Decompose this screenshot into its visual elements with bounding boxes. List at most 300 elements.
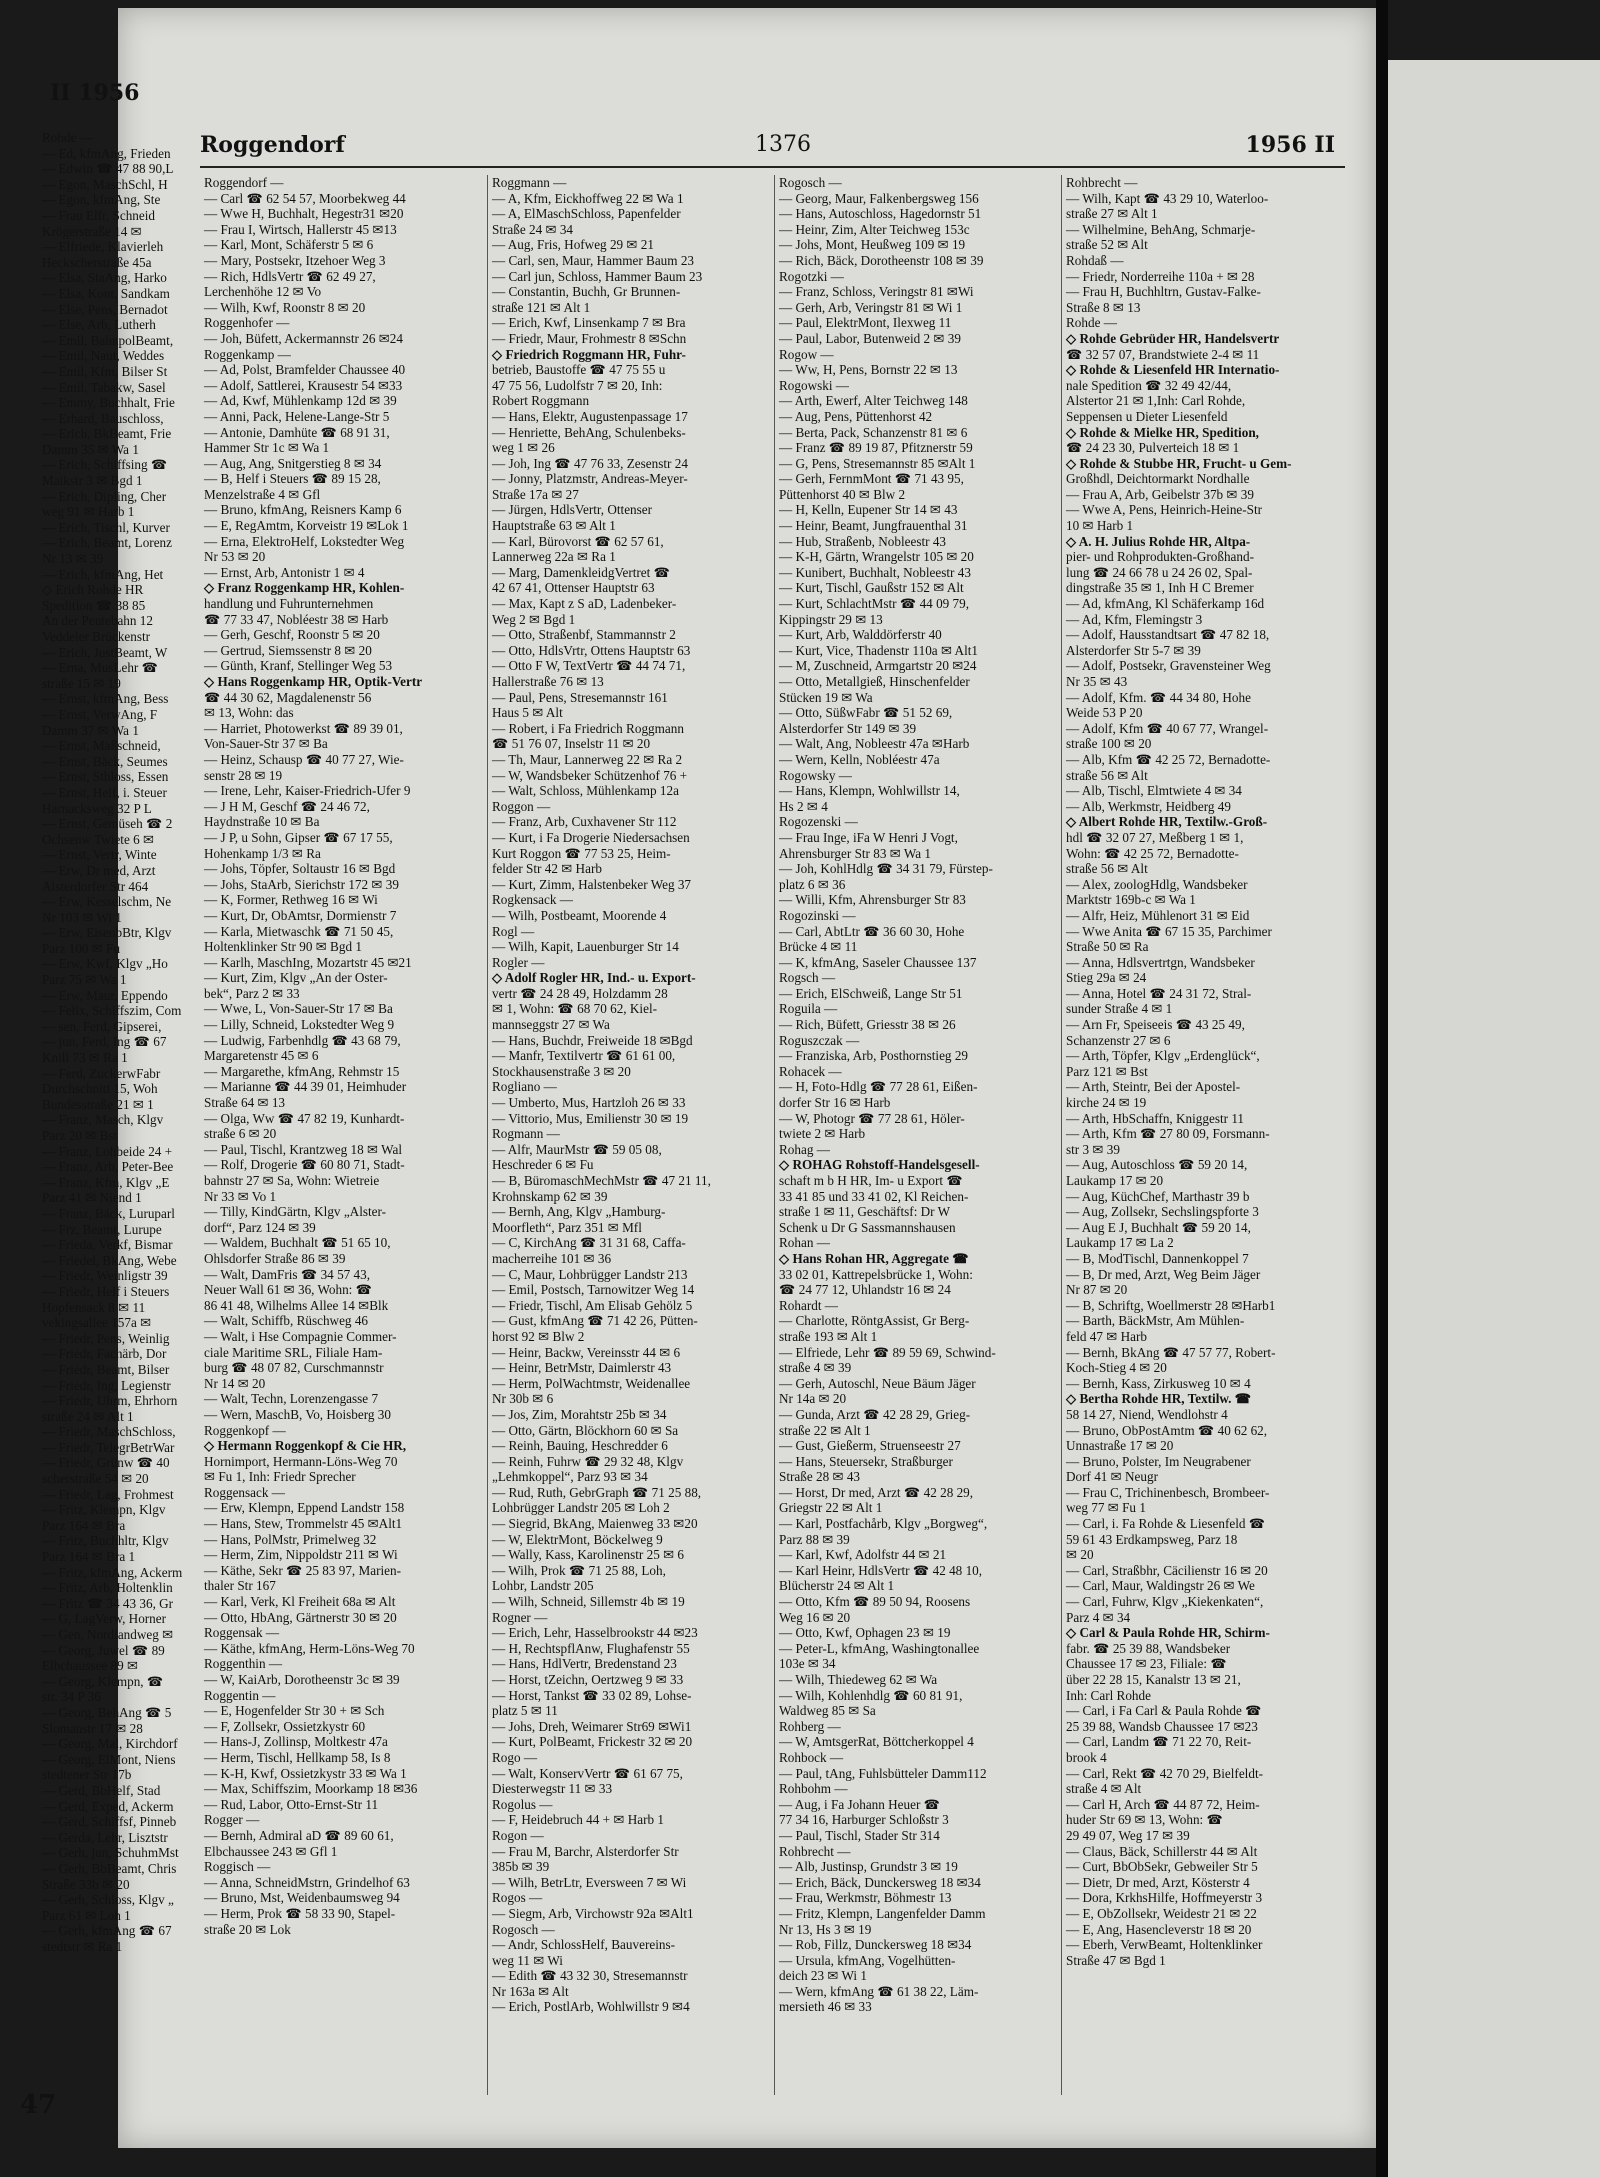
directory-entry: ◇ Adolf Rogler HR, Ind.- u. Export-: [492, 970, 696, 986]
surname-heading: Rogowski —: [779, 377, 849, 393]
directory-entry: — Antonie, Damhüte ☎ 68 91 31,: [204, 424, 390, 440]
surname-heading: Roggisch —: [204, 1859, 271, 1875]
directory-entry: ☎ 44 30 62, Magdalenenstr 56: [204, 689, 372, 705]
directory-entry: — Franz, Arb, Cuxhavener Str 112: [492, 814, 677, 830]
surname-heading: Rogl —: [492, 923, 535, 939]
directory-entry: — Constantin, Buchh, Gr Brunnen-: [492, 284, 681, 300]
directory-entry: weg 77 ✉ Fu 1: [1066, 1500, 1146, 1516]
directory-entry: — Erich, Dipling, Cher: [42, 488, 167, 504]
directory-entry: straße 193 ✉ Alt 1: [779, 1328, 878, 1344]
directory-entry: straße 4 ✉ 39: [779, 1360, 852, 1376]
directory-entry: — Franz, Bäck, Luruparl: [42, 1205, 175, 1221]
directory-entry: — Ad, Kfm, Flemingstr 3: [1066, 611, 1203, 627]
directory-entry: — Paul, ElektrMont, Ilexweg 11: [779, 315, 952, 331]
directory-entry: Margaretenstr 45 ✉ 6: [204, 1048, 319, 1064]
directory-entry: — C, KirchAng ☎ 31 31 68, Caffa-: [492, 1235, 686, 1251]
directory-entry: — K, Former, Rethweg 16 ✉ Wi: [204, 892, 378, 908]
directory-entry: — Adolf, Sattlerei, Krausestr 54 ✉33: [204, 377, 403, 393]
directory-entry: „Lehmkoppel“, Parz 93 ✉ 34: [492, 1469, 648, 1485]
directory-entry: — Georg, Maur, Falkenbergsweg 156: [779, 190, 979, 206]
directory-entry: Parz 75 ✉ Wa 1: [42, 972, 127, 988]
directory-entry: — Rolf, Drogerie ☎ 60 80 71, Stadt-: [204, 1157, 405, 1173]
directory-entry: — Erich, JustBeamt, W: [42, 644, 168, 660]
directory-entry: — G, Pens, Stresemannstr 85 ✉Alt 1: [779, 455, 976, 471]
directory-entry: — Berta, Pack, Schanzenstr 81 ✉ 6: [779, 424, 968, 440]
directory-entry: — Jos, Zim, Morahtstr 25b ✉ 34: [492, 1406, 667, 1422]
surname-heading: Rohacek —: [779, 1063, 842, 1079]
directory-entry: Krögerstraße 14 ✉: [42, 223, 142, 239]
directory-entry: Haus 5 ✉ Alt: [492, 705, 563, 721]
directory-entry: Weg 16 ✉ 20: [779, 1609, 851, 1625]
directory-entry: — E, RegAmtm, Korveistr 19 ✉Lok 1: [204, 518, 409, 534]
directory-entry: — Wilh, Prok ☎ 71 25 88, Loh,: [492, 1562, 666, 1578]
directory-entry: — Georg, Mal, Kirchdorf: [42, 1736, 178, 1752]
directory-entry: Straße 50 ✉ Ra: [1066, 939, 1149, 955]
directory-entry: Parz 88 ✉ 39: [779, 1531, 850, 1547]
directory-entry: Alstertor 21 ✉ 1,Inh: Carl Rohde,: [1066, 393, 1246, 409]
directory-entry: ◇ Hermann Roggenkopf & Cie HR,: [204, 1438, 407, 1454]
directory-entry: — Herm, Prok ☎ 58 33 90, Stapel-: [204, 1905, 396, 1921]
directory-entry: — C, Maur, Lohbrügger Landstr 213: [492, 1266, 688, 1282]
directory-entry: — Bernh, Ang, Klgv „Hamburg-: [492, 1204, 666, 1220]
directory-entry: Nr 33 ✉ Vo 1: [204, 1188, 277, 1204]
directory-entry: ✉ 1, Wohn: ☎ 68 70 62, Kiel-: [492, 1001, 657, 1017]
directory-entry: — Ernst, Gemüseh ☎ 2: [42, 816, 173, 832]
directory-entry: — Fritz, kfmAng, Ackerm: [42, 1564, 183, 1580]
directory-entry: — A, Kfm, Eickhoffweg 22 ✉ Wa 1: [492, 190, 684, 206]
directory-entry: — Heinr, Zim, Alter Teichweg 153c: [779, 221, 970, 237]
directory-entry: — Friedr, Uhrm, Ehrhorn: [42, 1393, 178, 1409]
directory-entry: — Franz, Masch, Klgv: [42, 1112, 164, 1128]
directory-entry: — Egon, kfmAng, Ste: [42, 192, 161, 208]
directory-entry: ✉ 20: [1066, 1547, 1094, 1563]
directory-entry: — Emil, Postsch, Tarnowitzer Weg 14: [492, 1282, 695, 1298]
directory-entry: — H, Foto-Hdlg ☎ 77 28 61, Eißen-: [779, 1079, 978, 1095]
directory-entry: — Franz, Kfm, Klgv „E: [42, 1174, 170, 1190]
directory-entry: — Fritz, Klempn, Klgv: [42, 1502, 166, 1518]
directory-entry: — E, Ang, Hasencleverstr 18 ✉ 20: [1066, 1921, 1252, 1937]
directory-column-1: [200, 175, 480, 2095]
directory-entry: — Joh, Büfett, Ackermannstr 26 ✉24: [204, 330, 403, 346]
directory-entry: — Alb, Justinsp, Grundstr 3 ✉ 19: [779, 1859, 958, 1875]
directory-entry: — Marg, DamenkleidgVertret ☎: [492, 564, 671, 580]
directory-entry: — Friedr, Grünw ☎ 40: [42, 1455, 170, 1471]
surname-heading: Rogkensack —: [492, 892, 573, 908]
directory-entry: — Bruno, Polster, Im Neugrabener: [1066, 1453, 1251, 1469]
directory-entry: mersieth 46 ✉ 33: [779, 1999, 872, 2015]
directory-entry: thaler Str 167: [204, 1578, 276, 1594]
directory-entry: — Rud, Labor, Otto-Ernst-Str 11: [204, 1796, 379, 1812]
directory-entry: weg 1 ✉ 26: [492, 440, 555, 456]
directory-entry: — Kurt, Zim, Klgv „An der Oster-: [204, 970, 388, 986]
directory-entry: straße 100 ✉ 20: [1066, 736, 1152, 752]
directory-entry: Hammer Str 1c ✉ Wa 1: [204, 440, 330, 456]
directory-entry: — Anni, Pack, Helene-Lange-Str 5: [204, 408, 390, 424]
directory-entry: senstr 28 ✉ 19: [204, 767, 283, 783]
directory-entry: — Erich, Lehr, Hasselbrookstr 44 ✉23: [492, 1625, 698, 1641]
directory-entry: straße 22 ✉ Alt 1: [779, 1422, 871, 1438]
directory-entry: — Gerd, Schiffsf, Pinneb: [42, 1814, 177, 1830]
directory-entry: — Wilh, Kohlenhdlg ☎ 60 81 91,: [779, 1687, 963, 1703]
directory-entry: Parz 41 ✉ Niend 1: [42, 1190, 142, 1206]
directory-entry: — Franziska, Arb, Posthornstieg 29: [779, 1048, 969, 1064]
surname-heading: Roggenkopf —: [204, 1422, 286, 1438]
directory-entry: — H, Kelln, Eupener Str 14 ✉ 43: [779, 502, 958, 518]
surname-heading: Rogon —: [492, 1827, 544, 1843]
directory-entry: — Mary, Postsekr, Itzehoer Weg 3: [204, 252, 386, 268]
directory-entry: — sen, Ferd, Gipserei,: [42, 1018, 162, 1034]
directory-entry: ◇ Hans Rohan HR, Aggregate ☎: [779, 1250, 969, 1266]
directory-entry: ✉ 13, Wohn: das: [204, 705, 294, 721]
directory-entry: Dorf 41 ✉ Neugr: [1066, 1469, 1158, 1485]
directory-entry: straße 56 ✉ Alt: [1066, 767, 1148, 783]
directory-entry: — Joh, KohlHdlg ☎ 34 31 79, Fürstep-: [779, 861, 993, 877]
directory-entry: — Arth, Steintr, Bei der Apostel-: [1066, 1079, 1241, 1095]
directory-entry: — K-H, Kwf, Ossietzkystr 33 ✉ Wa 1: [204, 1765, 407, 1781]
directory-entry: — Erw, Kesselschm, Ne: [42, 894, 172, 910]
directory-entry: Schanzenstr 27 ✉ 6: [1066, 1032, 1171, 1048]
directory-entry: — Herm, PolWachtmstr, Weidenallee: [492, 1375, 691, 1391]
directory-column-2: [487, 175, 768, 2095]
directory-entry: — Frau Inge, iFa W Henri J Vogt,: [779, 829, 958, 845]
directory-entry: — Umberto, Mus, Hartzloh 26 ✉ 33: [492, 1095, 686, 1111]
directory-entry: Hs 2 ✉ 4: [779, 798, 828, 814]
directory-entry: Stieg 29a ✉ 24: [1066, 970, 1147, 986]
directory-entry: lung ☎ 24 66 78 u 24 26 02, Spal-: [1066, 564, 1253, 580]
directory-entry: vekingsallee 157a ✉: [42, 1315, 152, 1331]
directory-entry: sunder Straße 4 ✉ 1: [1066, 1001, 1173, 1017]
directory-entry: — Elfriede, Klavierleh: [42, 239, 164, 255]
directory-entry: ◇ Rohde & Mielke HR, Spedition,: [1066, 424, 1259, 440]
surname-heading: Roggensack —: [204, 1484, 285, 1500]
directory-entry: — Otto, Kwf, Ophagen 23 ✉ 19: [779, 1625, 951, 1641]
directory-entry: — Rich, Bäck, Dorotheenstr 108 ✉ 39: [779, 252, 984, 268]
directory-entry: — Kurt, Zimm, Halstenbeker Weg 37: [492, 876, 692, 892]
directory-entry: — Gerda, Lehr, Lisztstr: [42, 1829, 168, 1845]
surname-heading: Roggendorf —: [204, 175, 284, 190]
directory-entry: — Kurt, Dr, ObAmtsr, Dormienstr 7: [204, 907, 397, 923]
directory-entry: Maikstr 3 ✉ Bgd 1: [42, 473, 143, 489]
directory-entry: — Georg, ElMont, Niens: [42, 1751, 176, 1767]
directory-entry: — Hans, Autoschloss, Hagedornstr 51: [779, 206, 982, 222]
directory-entry: — E, Hogenfelder Str 30 + ✉ Sch: [204, 1703, 385, 1719]
directory-entry: — J P, u Sohn, Gipser ☎ 67 17 55,: [204, 829, 393, 845]
directory-entry: — Bernh, BkAng ☎ 47 57 77, Robert-: [1066, 1344, 1276, 1360]
surname-heading: Rohbrecht —: [1066, 175, 1138, 190]
directory-entry: Schenk u Dr G Sassmannshausen: [779, 1219, 956, 1235]
directory-entry: — Otto, SüßwFabr ☎ 51 52 69,: [779, 705, 953, 721]
surname-heading: Roggenthin —: [204, 1656, 283, 1672]
directory-entry: Rohde —: [42, 130, 93, 145]
directory-entry: — J H M, Geschf ☎ 24 46 72,: [204, 798, 370, 814]
directory-entry: — Carl, i Fa Carl & Paula Rohde ☎: [1066, 1703, 1262, 1719]
surname-heading: Roguila —: [779, 1001, 838, 1017]
directory-entry: Stücken 19 ✉ Wa: [779, 689, 873, 705]
directory-entry: — Karl, Kwf, Adolfstr 44 ✉ 21: [779, 1547, 947, 1563]
directory-entry: straße 1 ✉ 11, Geschäftsf: Dr W: [779, 1204, 951, 1220]
directory-entry: 25 39 88, Wandsb Chaussee 17 ✉23: [1066, 1718, 1258, 1734]
directory-entry: — W, AmtsgerRat, Böttcherkoppel 4: [779, 1734, 974, 1750]
directory-entry: Robert Roggmann: [492, 393, 590, 409]
directory-entry: ☎ 24 23 30, Pulverteich 18 ✉ 1: [1066, 440, 1240, 456]
directory-entry: fabr. ☎ 25 39 88, Wandsbeker: [1066, 1640, 1231, 1656]
directory-entry: straße 6 ✉ 20: [204, 1126, 277, 1142]
directory-entry: — Heinr, Beamt, Jungfrauenthal 31: [779, 518, 968, 534]
page-header: [200, 126, 1345, 168]
directory-entry: Großhdl, Deichtormarkt Nordhalle: [1066, 471, 1250, 487]
directory-entry: Von-Sauer-Str 37 ✉ Ba: [204, 736, 328, 752]
directory-entry: Alsterdorfer Str 464: [42, 878, 149, 894]
directory-entry: — Otto, HdlsVrtr, Ottens Hauptstr 63: [492, 642, 691, 658]
directory-entry: — Ernst, Bäck, Seumes: [42, 753, 168, 769]
directory-entry: — Erna, MusLehr ☎: [42, 660, 159, 676]
surname-heading: Rogos —: [492, 1890, 543, 1906]
directory-entry: — Erw, EisenbBtr, Klgv: [42, 925, 172, 941]
directory-entry: — Karl Heinr, HdlsVertr ☎ 42 48 10,: [779, 1562, 983, 1578]
directory-entry: — Carl, i. Fa Rohde & Liesenfeld ☎: [1066, 1516, 1266, 1532]
directory-entry: straße 20 ✉ Lok: [204, 1921, 291, 1937]
directory-entry: — Aug, Pens, Püttenhorst 42: [779, 408, 933, 424]
directory-entry: — Gust, kfmAng ☎ 71 42 26, Pütten-: [492, 1313, 698, 1329]
directory-entry: Ochsenw Twiete 6 ✉: [42, 831, 155, 847]
directory-columns: [200, 175, 1345, 2105]
directory-entry: — Gerh, BbBeamt, Chris: [42, 1860, 177, 1876]
directory-entry: — Hans, Klempn, Wohlwillstr 14,: [779, 783, 960, 799]
surname-heading: Rogo —: [492, 1749, 538, 1765]
surname-heading: Rogger —: [204, 1812, 260, 1828]
directory-entry: — Erich, Tischl, Kurver: [42, 519, 170, 535]
directory-entry: — Carl, sen, Maur, Hammer Baum 23: [492, 252, 695, 268]
directory-entry: pier- und Rohprodukten-Großhand-: [1066, 549, 1254, 565]
directory-entry: — Karlh, MaschIng, Mozartstr 45 ✉21: [204, 954, 412, 970]
directory-entry: — Erich, kfmAng, Het: [42, 566, 164, 582]
directory-entry: — Bruno, kfmAng, Reisners Kamp 6: [204, 502, 402, 518]
directory-entry: Laukamp 17 ✉ 20: [1066, 1173, 1164, 1188]
directory-entry: — Adolf, Hausstandtsart ☎ 47 82 18,: [1066, 627, 1270, 643]
directory-entry: — Fritz, Arb, Holtenklin: [42, 1580, 173, 1596]
directory-entry: — Heinr, Backw, Vereinsstr 44 ✉ 6: [492, 1344, 681, 1360]
directory-entry: — Max, Schiffszim, Moorkamp 18 ✉36: [204, 1781, 418, 1797]
directory-entry: — Wilh, Schneid, Sillemstr 4b ✉ 19: [492, 1594, 685, 1610]
directory-entry: — Gertrud, Siemssenstr 8 ✉ 20: [204, 642, 372, 658]
directory-entry: — Adolf, Kfm. ☎ 44 34 80, Hohe: [1066, 689, 1251, 705]
surname-heading: Rogotzki —: [779, 268, 844, 284]
directory-entry: nale Spedition ☎ 32 49 42/44,: [1066, 377, 1232, 393]
directory-entry: bek“, Parz 2 ✉ 33: [204, 985, 300, 1001]
directory-entry: — Gerh, kfmAng ☎ 67: [42, 1923, 172, 1939]
directory-entry: — Frau M, Barchr, Alsterdorfer Str: [492, 1843, 679, 1859]
directory-entry: 59 61 43 Erdkampsweg, Parz 18: [1066, 1531, 1238, 1547]
directory-entry: 33 02 01, Kattrepelsbrücke 1, Wohn:: [779, 1266, 973, 1282]
directory-entry: vertr ☎ 24 28 49, Holzdamm 28: [492, 985, 668, 1001]
directory-entry: — Robert, i Fa Friedrich Roggmann: [492, 720, 684, 736]
directory-entry: — Hans-J, Zollinsp, Moltkestr 47a: [204, 1734, 388, 1750]
directory-entry: horst 92 ✉ Blw 2: [492, 1328, 585, 1344]
next-page-column: [42, 130, 212, 2110]
directory-entry: — Erich, PostlArb, Wohlwillstr 9 ✉4: [492, 1999, 690, 2015]
directory-entry: straße 4 ✉ Alt: [1066, 1781, 1142, 1797]
directory-entry: Parz 100 ✉ Fu: [42, 940, 121, 956]
directory-entry: Durchschnitt 15, Woh: [42, 1081, 158, 1097]
directory-entry: Damm 37 ✉ Wa 1: [42, 722, 139, 738]
directory-entry: Menzelstraße 4 ✉ Gfl: [204, 486, 321, 502]
directory-entry: — Arth, Töpfer, Klgv „Erdenglück“,: [1066, 1048, 1260, 1064]
directory-entry: — Alfr, Heiz, Mühlenort 31 ✉ Eid: [1066, 907, 1250, 923]
directory-entry: Weg 2 ✉ Bgd 1: [492, 611, 576, 627]
directory-entry: — Ursula, kfmAng, Vogelhütten-: [779, 1952, 956, 1968]
directory-entry: — Carl, Rekt ☎ 42 70 29, Bielfeldt-: [1066, 1765, 1263, 1781]
directory-entry: — B, Helf i Steuers ☎ 89 15 28,: [204, 471, 381, 487]
directory-entry: — Lilly, Schneid, Lokstedter Weg 9: [204, 1017, 395, 1033]
directory-entry: — Günth, Kranf, Stellinger Weg 53: [204, 658, 393, 674]
directory-entry: 10 ✉ Harb 1: [1066, 518, 1134, 534]
directory-entry: — Paul, Tischl, Krantzweg 18 ✉ Wal: [204, 1141, 403, 1157]
directory-entry: — Emil, BahnpolBeamt,: [42, 332, 174, 348]
directory-entry: — Ernst, Helf, i. Steuer: [42, 784, 167, 800]
directory-entry: — Otto, HbAng, Gärtnerstr 30 ✉ 20: [204, 1609, 397, 1625]
directory-entry: ◇ A. H. Julius Rohde HR, Altpa-: [1066, 533, 1251, 549]
right-page-edge: [1388, 60, 1600, 2177]
directory-entry: ◇ Rohde & Liesenfeld HR Internatio-: [1066, 362, 1280, 378]
directory-entry: macherreihe 101 ✉ 36: [492, 1250, 612, 1266]
directory-entry: Hornimport, Hermann-Löns-Weg 70: [204, 1453, 398, 1469]
directory-entry: Wohn: ☎ 42 25 72, Bernadotte-: [1066, 845, 1239, 861]
directory-entry: — Carl, Landm ☎ 71 22 70, Reit-: [1066, 1734, 1252, 1750]
directory-entry: Straße 17a ✉ 27: [492, 486, 579, 502]
directory-entry: — Wwe H, Buchhalt, Hegestr31 ✉20: [204, 206, 404, 222]
directory-entry: — Johs, Dreh, Weimarer Str69 ✉Wi1: [492, 1718, 692, 1734]
directory-entry: — Franz, Lohbeide 24 +: [42, 1143, 173, 1159]
directory-entry: — Fritz ☎ 34 43 36, Gr: [42, 1595, 174, 1611]
next-page-footer: 47: [20, 2090, 57, 2120]
surname-heading: Roguszczak —: [779, 1032, 860, 1048]
directory-entry: dingstraße 35 ✉ 1, Inh H C Bremer: [1066, 580, 1254, 596]
directory-entry: — Rob, Fillz, Dunckersweg 18 ✉34: [779, 1937, 972, 1953]
directory-entry: — Friedr, Helf i Steuers: [42, 1283, 170, 1299]
directory-entry: Hallerstraße 76 ✉ 13: [492, 674, 604, 689]
directory-entry: — Wilh, Kwf, Roonstr 8 ✉ 20: [204, 299, 366, 315]
directory-entry: — Otto, Metallgieß, Hinschenfelder: [779, 674, 970, 689]
directory-entry: — Hans, Steuersekr, Straßburger: [779, 1453, 953, 1469]
directory-entry: — Anna, Hotel ☎ 24 31 72, Stral-: [1066, 985, 1252, 1001]
directory-entry: stedtener Str 17b: [42, 1767, 132, 1783]
directory-entry: Brücke 4 ✉ 11: [779, 939, 858, 955]
directory-entry: — Frau C, Trichinenbesch, Brombeer-: [1066, 1484, 1270, 1500]
directory-entry: — F, Heidebruch 44 + ✉ Harb 1: [492, 1812, 664, 1828]
directory-entry: — Friedr, MaschSchloss,: [42, 1424, 176, 1440]
directory-entry: — Aug, KüchChef, Marthastr 39 b: [1066, 1188, 1250, 1204]
surname-heading: Roggensak —: [204, 1625, 280, 1641]
directory-entry: — Karl, Mont, Schäferstr 5 ✉ 6: [204, 237, 374, 253]
directory-entry: — Ernst, VerwAng, F: [42, 706, 158, 722]
directory-entry: — Wilhelmine, BehAng, Schmarje-: [1066, 221, 1256, 237]
directory-entry: — Wilh, Kapt ☎ 43 29 10, Waterloo-: [1066, 190, 1269, 206]
directory-entry: — Bernh, Admiral aD ☎ 89 60 61,: [204, 1827, 394, 1843]
directory-entry: — Carl, Maur, Waldingstr 26 ✉ We: [1066, 1578, 1255, 1594]
directory-entry: — Fritz, Klempn, Langenfelder Damm: [779, 1905, 986, 1921]
directory-entry: Weide 53 P 20: [1066, 705, 1143, 721]
directory-entry: — Hans, Buchdr, Freiweide 18 ✉Bgd: [492, 1032, 693, 1048]
directory-entry: — W, ElektrMont, Böckelweg 9: [492, 1531, 663, 1547]
directory-entry: betrieb, Baustoffe ☎ 47 75 55 u: [492, 362, 666, 378]
surname-heading: Rogolus —: [492, 1796, 553, 1812]
directory-entry: — Walt, DamFris ☎ 34 57 43,: [204, 1266, 371, 1282]
directory-entry: — Kurt, Tischl, Gaußstr 152 ✉ Alt: [779, 580, 964, 596]
directory-entry: — Rich, Büfett, Griesstr 38 ✉ 26: [779, 1017, 956, 1033]
directory-entry: — Karla, Mietwaschk ☎ 71 50 45,: [204, 923, 394, 939]
directory-column-4: [1061, 175, 1342, 2095]
directory-entry: — Reinh, Fuhrw ☎ 29 32 48, Klgv: [492, 1453, 684, 1469]
directory-entry: — Fritz, Buchhltr, Klgv: [42, 1533, 169, 1549]
directory-entry: — Gerd, BbHelf, Stad: [42, 1782, 161, 1798]
directory-entry: — Walt, i Hse Compagnie Commer-: [204, 1328, 397, 1344]
directory-entry: — Elfriede, Lehr ☎ 89 59 69, Schwind-: [779, 1344, 996, 1360]
directory-entry: — Erich, Beamt, Lorenz: [42, 535, 172, 551]
directory-entry: Hopfensack 8 ✉ 11: [42, 1299, 146, 1315]
directory-entry: — Else, Arb, Lutherh: [42, 317, 156, 333]
directory-entry: — Tilly, KindGärtn, Klgv „Alster-: [204, 1204, 387, 1220]
directory-entry: — Barth, BäckMstr, Am Mühlen-: [1066, 1313, 1245, 1329]
directory-entry: — Wilh, BetrLtr, Eversween 7 ✉ Wi: [492, 1874, 687, 1890]
surname-heading: Roggenhofer —: [204, 315, 290, 331]
directory-entry: — Kurt, PolBeamt, Frickestr 32 ✉ 20: [492, 1734, 693, 1750]
directory-entry: ◇ Friedrich Roggmann HR, Fuhr-: [492, 346, 686, 362]
directory-entry: — Joh, Ing ☎ 47 76 33, Zesenstr 24: [492, 455, 688, 471]
directory-entry: — Emil, Naut, Weddes: [42, 348, 165, 364]
directory-entry: — Alb, Tischl, Elmtwiete 4 ✉ 34: [1066, 783, 1242, 799]
directory-entry: — Carl ☎ 62 54 57, Moorbekweg 44: [204, 190, 406, 206]
book-gutter: [1376, 0, 1388, 2177]
directory-entry: Stockhausenstraße 3 ✉ 20: [492, 1063, 631, 1079]
directory-entry: — Herm, Zim, Nippoldstr 211 ✉ Wi: [204, 1547, 398, 1563]
directory-entry: ◇ ROHAG Rohstoff-Handelsgesell-: [779, 1157, 980, 1173]
directory-entry: — Friedr, Weinligstr 39: [42, 1268, 168, 1284]
next-page-header: II 1956: [50, 80, 140, 106]
surname-heading: Rohbrecht —: [779, 1843, 851, 1859]
directory-entry: ☎ 77 33 47, Nobléestr 38 ✉ Harb: [204, 611, 389, 627]
directory-entry: huder Str 69 ✉ 13, Wohn: ☎: [1066, 1812, 1223, 1828]
directory-entry: über 22 28 15, Kanalstr 13 ✉ 21,: [1066, 1672, 1241, 1687]
directory-entry: Nr 13, Hs 3 ✉ 19: [779, 1921, 872, 1937]
surname-heading: Rogow —: [779, 346, 834, 362]
surname-heading: Rohardt —: [779, 1297, 838, 1313]
directory-entry: — Wally, Kass, Karolinenstr 25 ✉ 6: [492, 1547, 685, 1563]
directory-entry: 58 14 27, Niend, Wendlohstr 4: [1066, 1406, 1228, 1422]
directory-entry: — Th, Maur, Lannerweg 22 ✉ Ra 2: [492, 751, 683, 767]
directory-entry: — Arth, Kfm ☎ 27 80 09, Forsmann-: [1066, 1126, 1270, 1142]
directory-entry: — Bruno, ObPostAmtm ☎ 40 62 62,: [1066, 1422, 1268, 1438]
directory-entry: dorfer Str 16 ✉ Harb: [779, 1095, 891, 1111]
directory-entry: — Gerh, FernmMont ☎ 71 43 95,: [779, 471, 964, 487]
directory-entry: — Horst, tZeichn, Oertzweg 9 ✉ 33: [492, 1672, 684, 1687]
directory-entry: — Carl jun, Schloss, Hammer Baum 23: [492, 268, 703, 284]
directory-entry: scherstraße 54 ✉ 20: [42, 1471, 149, 1487]
directory-entry: — Andr, SchlossHelf, Bauvereins-: [492, 1937, 675, 1953]
directory-entry: 77 34 16, Harburger Schloßstr 3: [779, 1812, 949, 1828]
directory-entry: — Erw, Kwf, Klgv „Ho: [42, 956, 168, 972]
directory-entry: Parz 4 ✉ 34: [1066, 1609, 1131, 1625]
header-surname: Roggendorf: [200, 132, 345, 158]
directory-entry: Veddeler Brückenstr: [42, 629, 151, 644]
directory-entry: Parz 61 ✉ Loh 1: [42, 1907, 131, 1923]
directory-entry: Lohbrügger Landstr 205 ✉ Loh 2: [492, 1500, 670, 1516]
directory-entry: — Kurt, Vice, Thadenstr 110a ✉ Alt1: [779, 642, 979, 658]
directory-entry: — Arth, Ewerf, Alter Teichweg 148: [779, 393, 968, 409]
directory-entry: Nr 30b ✉ 6: [492, 1391, 554, 1407]
directory-entry: — Curt, BbObSekr, Gebweiler Str 5: [1066, 1859, 1258, 1875]
directory-entry: — Reinh, Bauing, Heschredder 6: [492, 1438, 668, 1454]
directory-entry: — Hans, HdlVertr, Bredenstand 23: [492, 1656, 677, 1672]
